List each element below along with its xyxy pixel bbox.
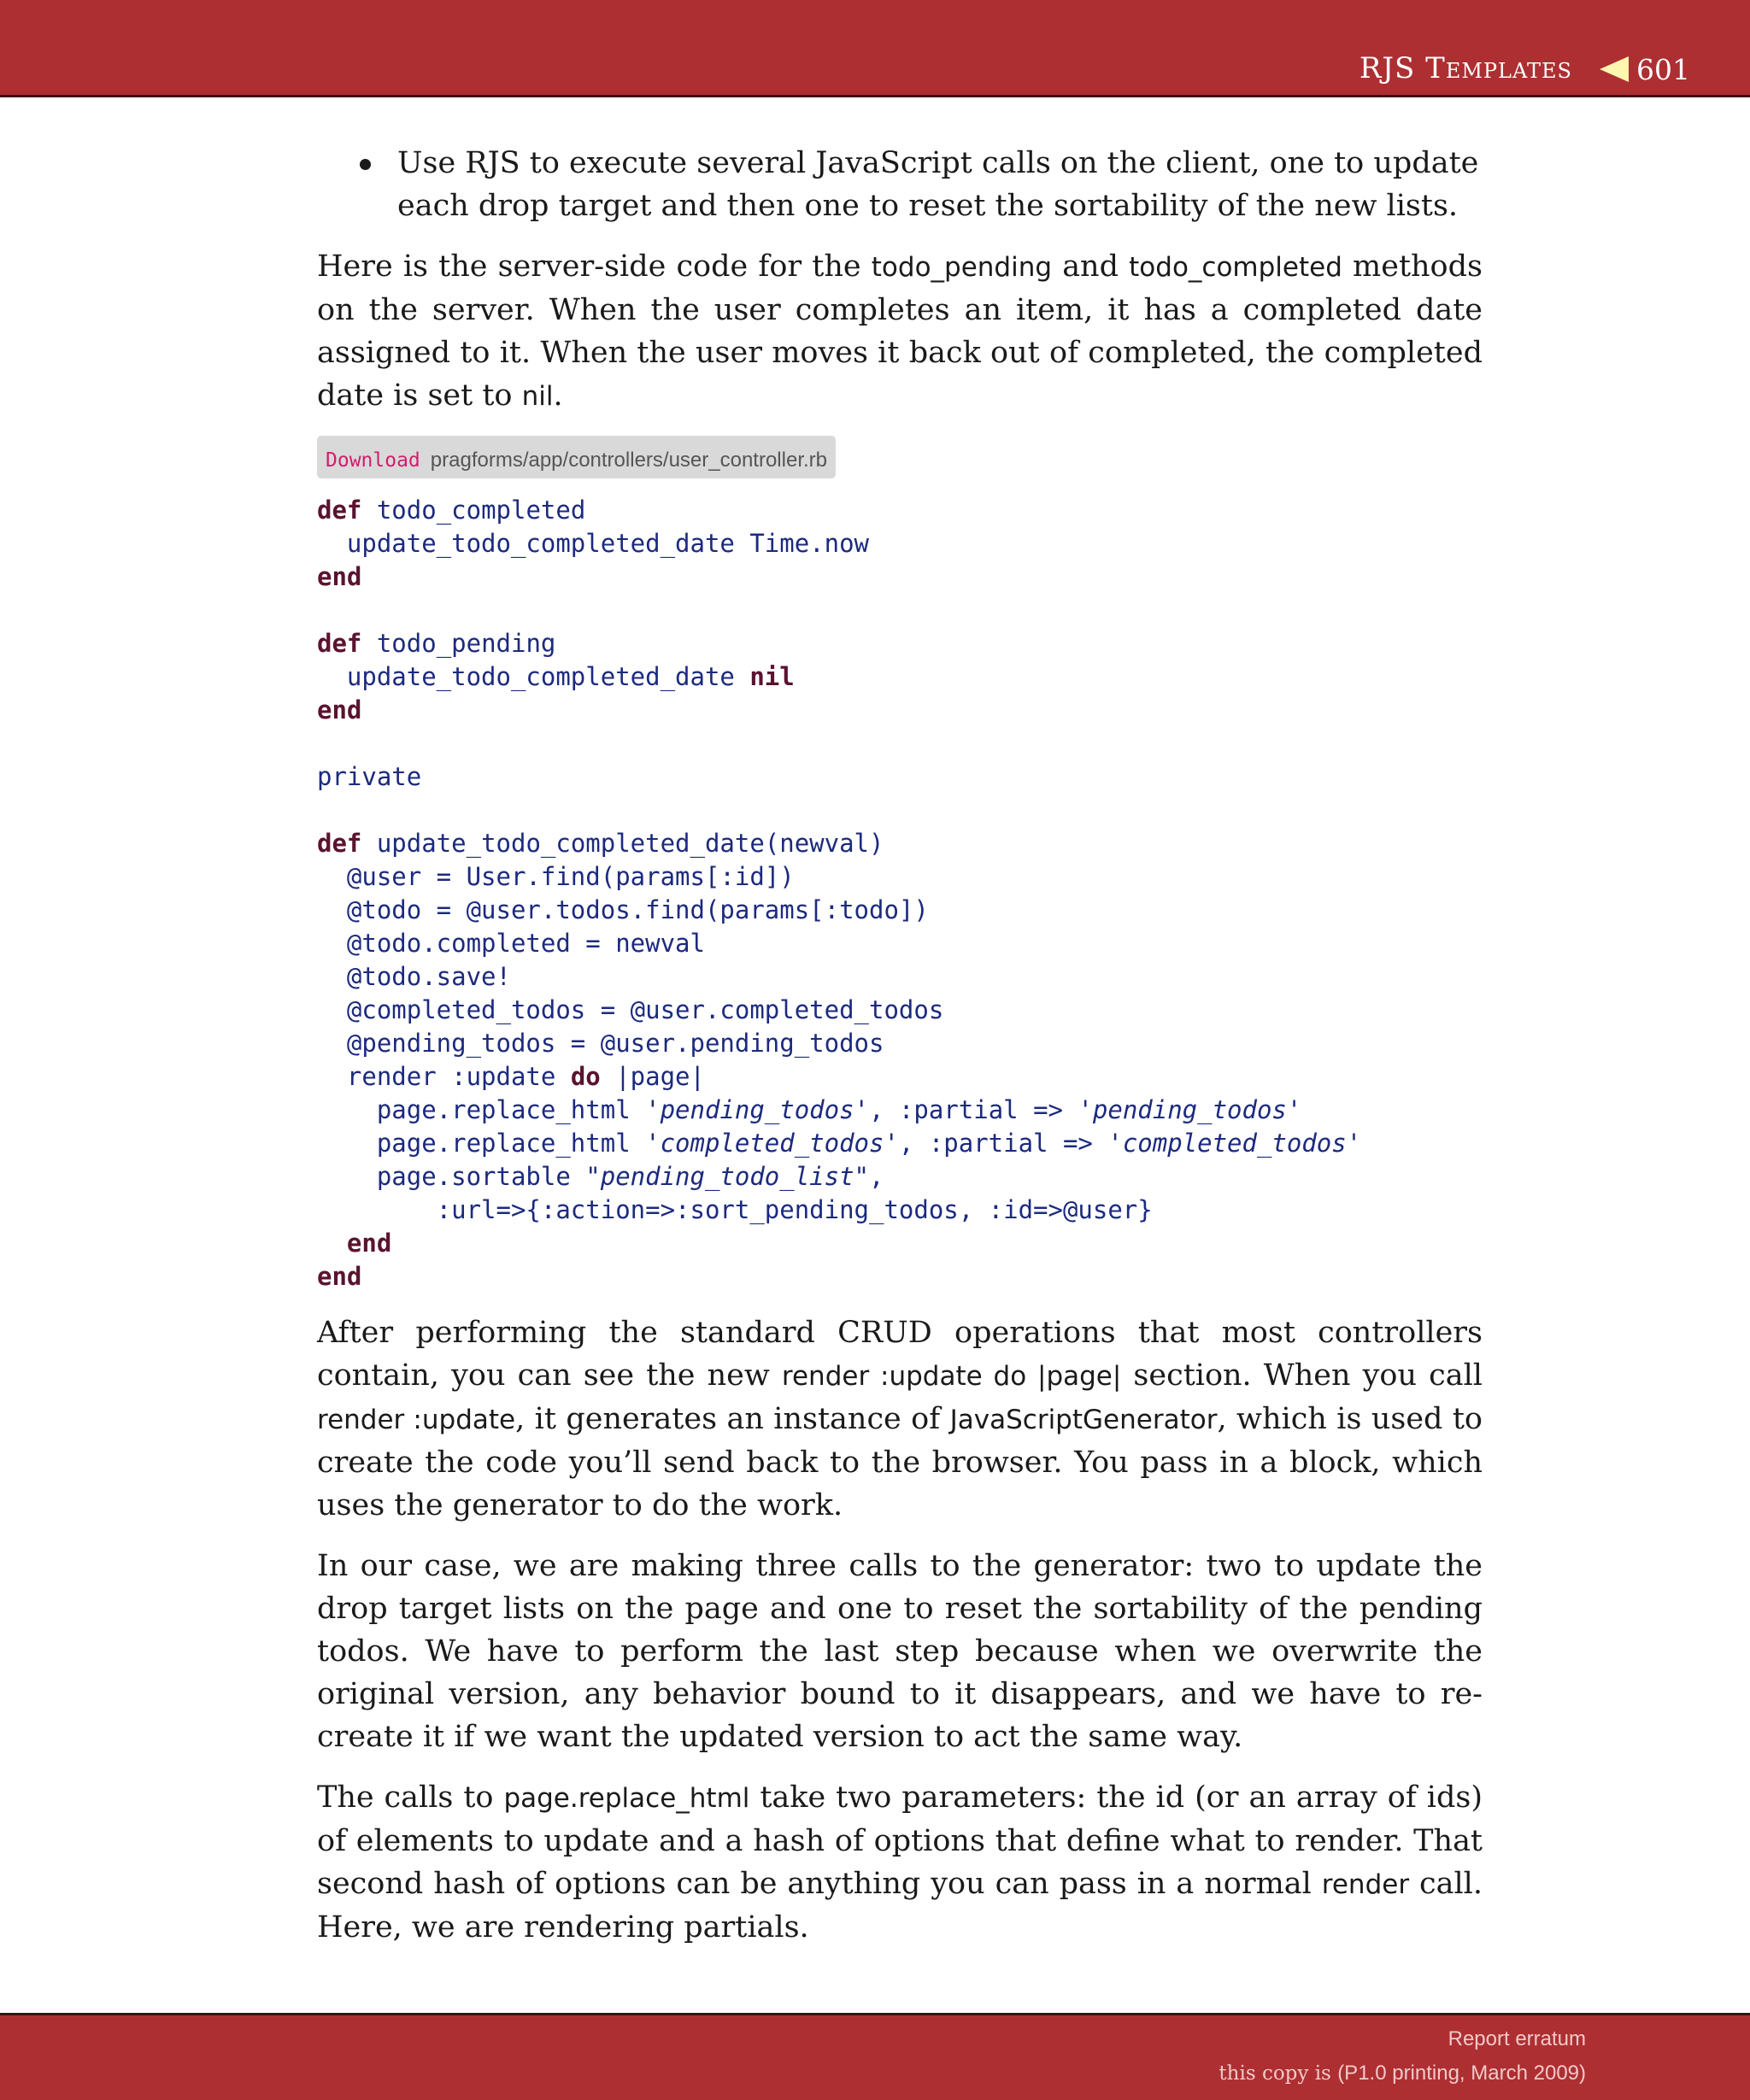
page-number: 601 (1636, 53, 1690, 86)
code-line: todo_completed (361, 496, 586, 525)
paragraph-text: , it generates an instance of (515, 1402, 950, 1436)
printing-prefix: this copy is (1219, 2062, 1338, 2085)
code-line: |page| (600, 1062, 705, 1091)
paragraph-text: , which is used to create the code you’ll send back to the browser. You pass in a block, which uses the generator to do the work. (317, 1402, 1483, 1522)
inline-code: JavaScriptGenerator (949, 1405, 1218, 1435)
code-keyword: nil (749, 662, 795, 691)
code-string: 'completed_todos' (1107, 1129, 1362, 1158)
paragraph-text: take two parameters: the id (or an array of ids) of elements to update and a hash of options that define what to render. That second hash of options can be anything you can pass in a normal (317, 1780, 1483, 1901)
code-keyword: end (317, 1262, 362, 1291)
code-line: @todo.save! (317, 962, 511, 991)
list-item (397, 142, 1483, 227)
code-keyword: do (570, 1062, 601, 1091)
code-line: update_todo_completed_date Time.now (317, 529, 870, 558)
footer-bar (0, 2013, 1750, 2100)
code-line: private (317, 762, 422, 791)
code-line: :url=>{:action=>:sort_pending_todos, :id=>@user} (317, 1195, 1153, 1224)
bullet-list (317, 142, 1483, 227)
paragraph-replace-html (317, 1776, 1483, 1949)
download-link[interactable] (317, 436, 836, 478)
code-line: todo_pending (361, 629, 556, 658)
header-bar (0, 0, 1750, 97)
code-keyword: def (317, 496, 362, 525)
paragraph-generator-calls: In our case, we are making three calls to the generator: two to update the drop target lists on the page and one to reset the sortability of the pending todos. We have to perform the last step because when we overwrite the original version, any behavior bound to it disappears, and we have to re-create it if we want the updated version to act the same way. (317, 1549, 1483, 1754)
code-line: @todo.completed = newval (317, 929, 705, 958)
paragraph-text: The calls to (317, 1780, 504, 1815)
paragraph-text: methods on the server. When the user completes an item, it has a completed date assigned to it. When the user moves it back out of completed, the completed date is set to (317, 249, 1483, 413)
bullet-line-2: each drop target and then one to reset the sortability of the new lists. (397, 189, 1459, 223)
code-line: page.sortable (317, 1162, 586, 1191)
paragraph-text: and (1052, 249, 1130, 284)
code-listing (317, 494, 1483, 1293)
code-line: @completed_todos = @user.completed_todos (317, 995, 944, 1024)
code-string: 'pending_todos' (1078, 1095, 1302, 1124)
download-label[interactable]: Download (326, 449, 420, 472)
code-string: 'completed_todos' (645, 1129, 899, 1158)
code-string: 'pending_todos' (645, 1095, 870, 1124)
code-line: @todo = @user.todos.find(params[:todo]) (317, 895, 929, 924)
paragraph-render-update (317, 1311, 1483, 1527)
inline-code: todo_pending (871, 252, 1053, 283)
running-header-title: RJS Templates (1359, 51, 1572, 85)
code-keyword: end (317, 562, 362, 591)
printing-detail: (P1.0 printing, March 2009) (1337, 2062, 1586, 2085)
report-erratum-link[interactable]: Report erratum (1448, 2027, 1586, 2050)
paragraph-server-code-intro (317, 245, 1483, 418)
paragraph-text: Here is the server-side code for the (317, 249, 872, 284)
printing-info (1219, 2062, 1586, 2085)
code-keyword: end (346, 1229, 392, 1258)
inline-code: nil (521, 381, 554, 412)
inline-code: render (1321, 1869, 1410, 1900)
code-line: page.replace_html (317, 1095, 646, 1124)
code-line: , :partial => (869, 1095, 1078, 1124)
code-string: "pending_todo_list" (585, 1162, 870, 1191)
code-line: update_todo_completed_date(newval) (361, 829, 884, 858)
code-keyword: def (317, 829, 362, 858)
code-line: @pending_todos = @user.pending_todos (317, 1029, 884, 1058)
paragraph-text: call. Here, we are rendering partials. (317, 1867, 1483, 1945)
code-keyword: def (317, 629, 362, 658)
inline-code: page.replace_html (503, 1783, 750, 1814)
code-line: update_todo_completed_date (317, 662, 750, 691)
inline-code: render :update do |page| (781, 1361, 1122, 1392)
bullet-icon (360, 159, 371, 170)
code-line: page.replace_html (317, 1129, 646, 1158)
code-line: render :update (317, 1062, 571, 1091)
bullet-line-1: Use RJS to execute several JavaScript calls on the client, one to update (397, 146, 1479, 180)
inline-code: todo_completed (1129, 252, 1342, 283)
page-content (317, 142, 1483, 1949)
paragraph-text: . (553, 378, 563, 413)
code-keyword: end (317, 695, 362, 724)
previous-page-arrow-icon[interactable] (1600, 56, 1629, 82)
code-line: , (869, 1162, 884, 1191)
paragraph-text: section. When you call (1121, 1358, 1483, 1393)
inline-code: render :update (317, 1405, 516, 1435)
code-line: , :partial => (898, 1129, 1108, 1158)
code-line: @user = User.find(params[:id]) (317, 862, 795, 891)
paragraph-text: After performing the standard CRUD operations that most controllers contain, you can see the new (317, 1316, 1483, 1393)
download-file-path[interactable]: pragforms/app/controllers/user_controller.rb (430, 449, 827, 472)
